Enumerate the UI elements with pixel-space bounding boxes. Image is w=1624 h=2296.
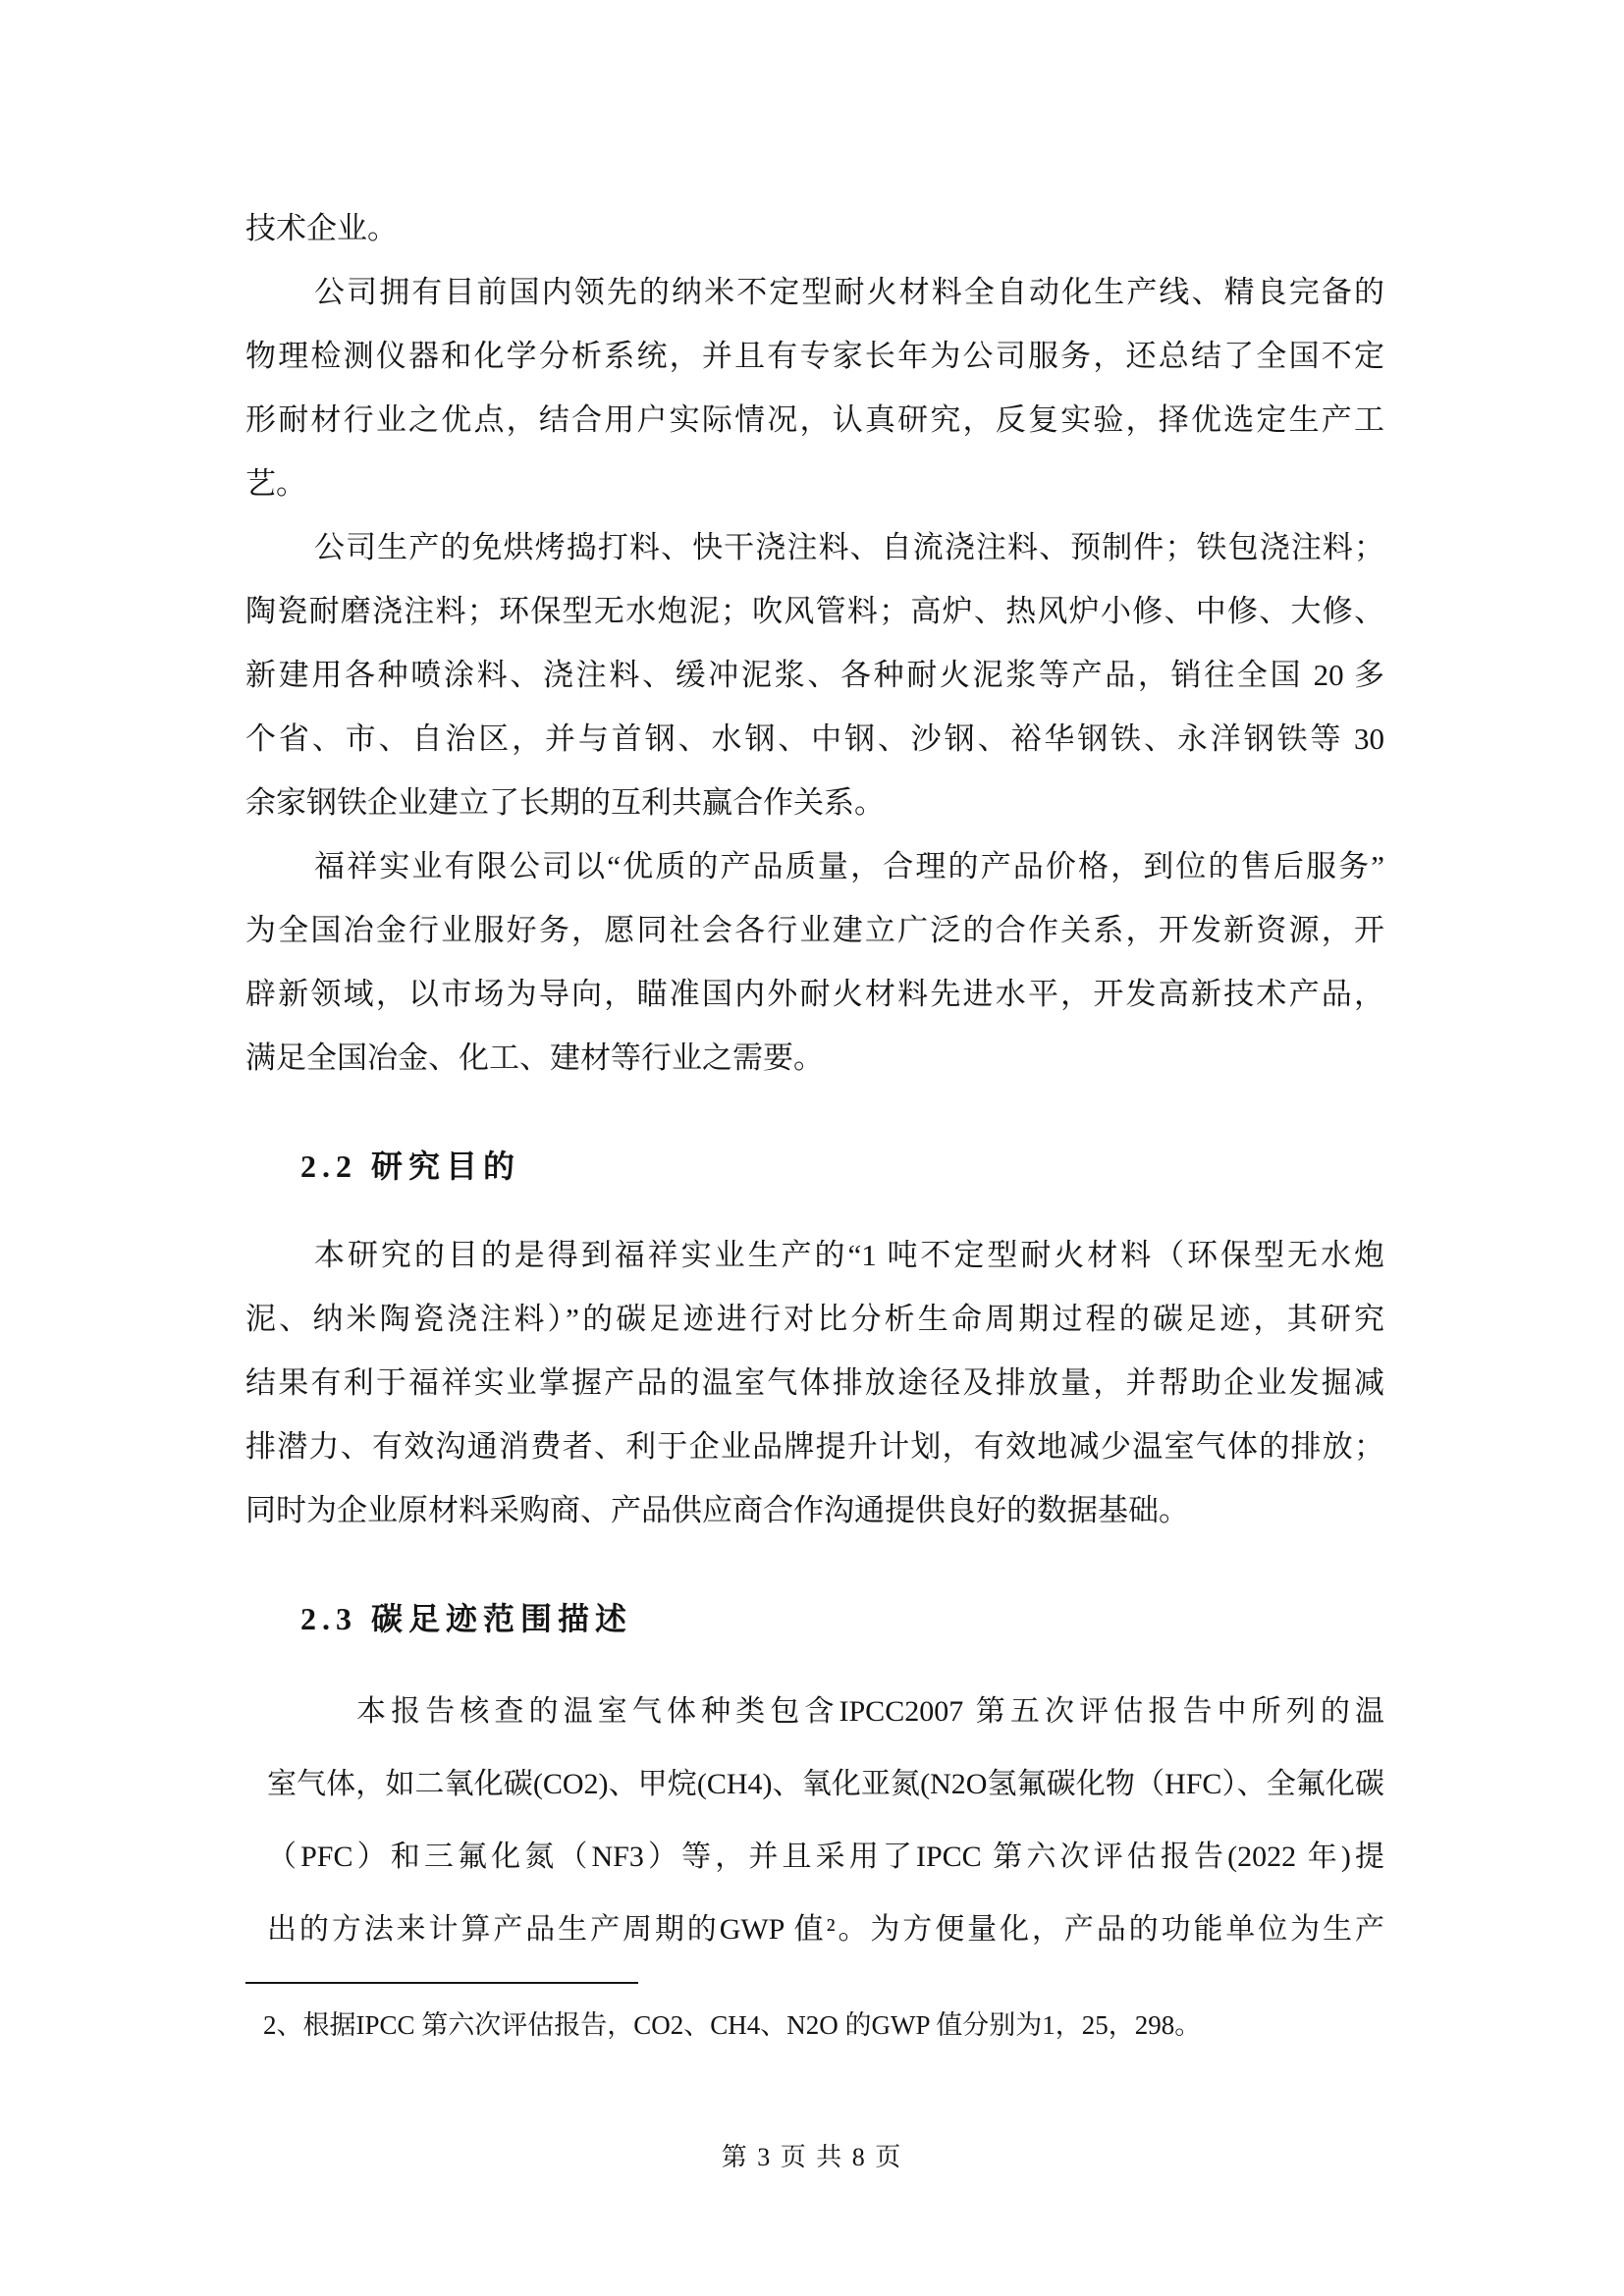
text-line: 陶瓷耐磨浇注料；环保型无水炮泥；吹风管料；高炉、热风炉小修、中修、大修、 xyxy=(245,594,1384,628)
text-line: 福祥实业有限公司以“优质的产品质量，合理的产品价格，到位的售后服务” xyxy=(314,849,1384,883)
text-line: 室气体，如二氧化碳(CO2)、甲烷(CH4)、氧化亚氮(N2O氢氟碳化物（HFC）、全氟化碳 xyxy=(267,1768,1384,1800)
text-line: 公司生产的免烘烤捣打料、快干浇注料、自流浇注料、预制件；铁包浇注料； xyxy=(314,530,1384,564)
paragraph xyxy=(245,260,1384,515)
text-line: 艺。 xyxy=(245,466,306,501)
paragraph xyxy=(245,1676,1384,1966)
text-line: （PFC）和三氟化氮（NF3）等，并且采用了IPCC 第六次评估报告(2022 年)提 xyxy=(267,1841,1384,1873)
text-line: 本报告核查的温室气体种类包含IPCC2007 第五次评估报告中所列的温 xyxy=(356,1695,1384,1728)
text-line: 新建用各种喷涂料、浇注料、缓冲泥浆、各种耐火泥浆等产品，销往全国 20 多 xyxy=(245,658,1384,692)
text-line: 形耐材行业之优点，结合用户实际情况，认真研究，反复实验，择优选定生产工 xyxy=(245,402,1384,437)
text-line: 个省、市、自治区，并与首钢、水钢、中钢、沙钢、裕华钢铁、永洋钢铁等 30 xyxy=(245,721,1384,756)
text-line: 2.3 碳足迹范围描述 xyxy=(300,1601,633,1636)
section-heading xyxy=(245,1587,1384,1651)
footnote-text: 2、根据IPCC 第六次评估报告，CO2、CH4、N2O 的GWP 值分别为1，25，298。 xyxy=(263,2010,1202,2040)
paragraph xyxy=(245,515,1384,834)
text-line: 技术企业。 xyxy=(245,211,398,245)
paragraph xyxy=(245,834,1384,1090)
text-line: 余家钢铁企业建立了长期的互利共赢合作关系。 xyxy=(245,785,885,820)
text-line: 为全国冶金行业服好务，愿同社会各行业建立广泛的合作关系，开发新资源，开 xyxy=(245,913,1384,947)
paragraph xyxy=(245,1223,1384,1542)
text-line: 辟新领域，以市场为导向，瞄准国内外耐火材料先进水平，开发高新技术产品， xyxy=(245,977,1384,1011)
text-line: 物理检测仪器和化学分析系统，并且有专家长年为公司服务，还总结了全国不定 xyxy=(245,339,1384,373)
text-line: 结果有利于福祥实业掌握产品的温室气体排放途径及排放量，并帮助企业发掘减 xyxy=(245,1365,1384,1400)
text-line: 公司拥有目前国内领先的纳米不定型耐火材料全自动化生产线、精良完备的 xyxy=(314,275,1384,309)
document-content xyxy=(245,196,1384,2045)
text-line: 2.2 研究目的 xyxy=(300,1148,521,1184)
text-line: 泥、纳米陶瓷浇注料）”的碳足迹进行对比分析生命周期过程的碳足迹，其研究 xyxy=(245,1302,1384,1336)
text-line: 出的方法来计算产品生产周期的GWP 值²。为方便量化，产品的功能单位为生产 xyxy=(267,1913,1384,1946)
text-line: 满足全国冶金、化工、建材等行业之需要。 xyxy=(245,1041,824,1075)
text-line: 同时为企业原材料采购商、产品供应商合作沟通提供良好的数据基础。 xyxy=(245,1493,1189,1527)
footnote-separator xyxy=(245,1982,638,1984)
text-line: 排潜力、有效沟通消费者、利于企业品牌提升计划，有效地减少温室气体的排放； xyxy=(245,1429,1384,1464)
paragraph xyxy=(245,196,1384,260)
section-heading xyxy=(245,1135,1384,1199)
blocks-container xyxy=(245,196,1384,1966)
page-number: 第 3 页 共 8 页 xyxy=(721,2143,903,2171)
text-line: 本研究的目的是得到福祥实业生产的“1 吨不定型耐火材料（环保型无水炮 xyxy=(314,1238,1384,1272)
